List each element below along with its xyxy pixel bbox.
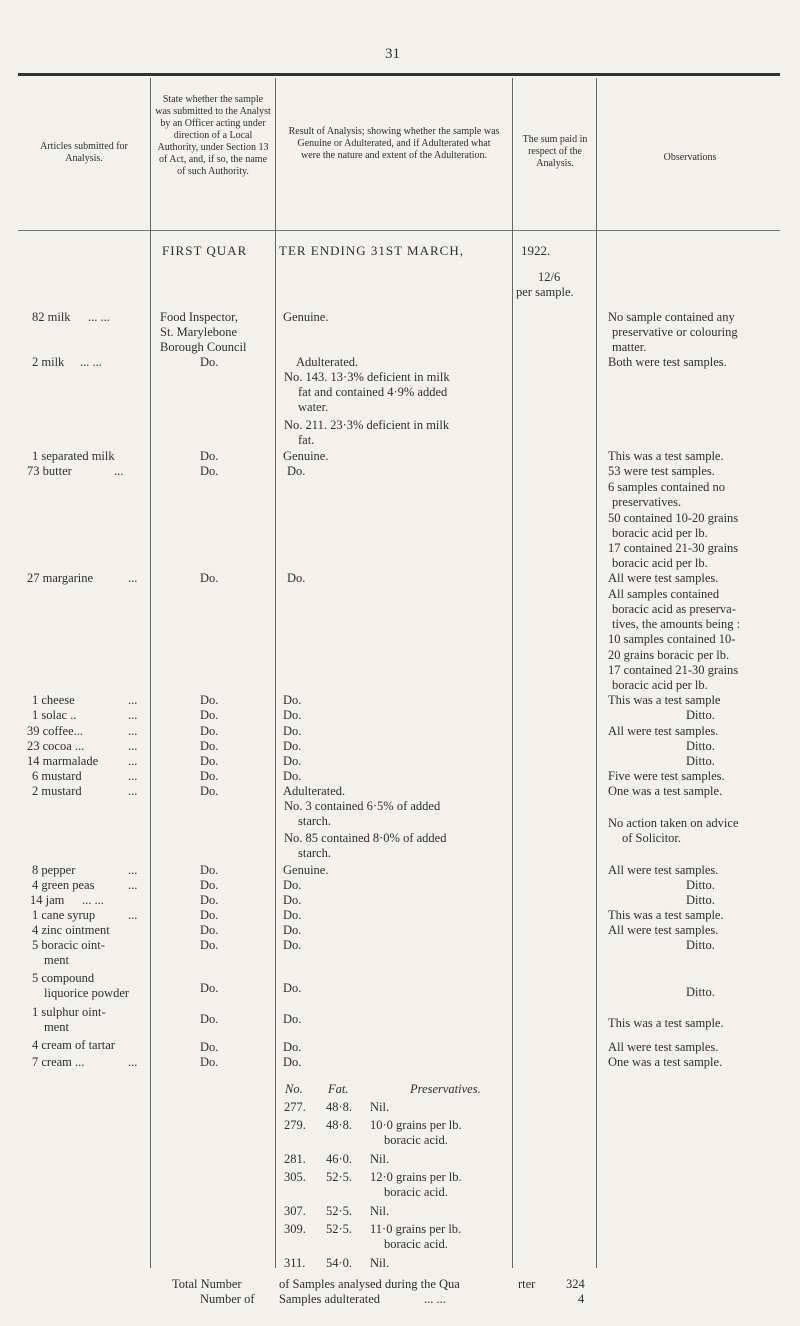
- header-observations: Observations: [663, 152, 717, 163]
- header-result: Result of Analysis; showing whether the sample was Genuine or Adulterated, and if Adulterated what were the nature and extent of the Adulteration.: [288, 126, 500, 161]
- observation: boracic acid as preserva-: [612, 602, 736, 616]
- header-rule: [18, 230, 780, 231]
- article-label: 2 mustard: [32, 784, 82, 798]
- cream-preservative: boracic acid.: [384, 1237, 448, 1251]
- leader-dots: ...: [128, 739, 138, 753]
- authority: Do.: [200, 739, 219, 753]
- result-detail: water.: [298, 400, 329, 414]
- article-label: 4 cream of tartar: [32, 1038, 115, 1052]
- result: Do.: [283, 981, 302, 995]
- observation: This was a test sample: [608, 693, 721, 707]
- authority: Do.: [200, 1055, 219, 1069]
- result: Do.: [283, 754, 302, 768]
- leader-dots: ...: [128, 1055, 138, 1069]
- result: Do.: [283, 923, 302, 937]
- observation: All were test samples.: [608, 571, 719, 585]
- article-label: 1 solac ..: [32, 708, 77, 722]
- observation: Ditto.: [686, 938, 715, 952]
- observation: 50 contained 10-20 grains: [608, 511, 739, 525]
- observation: 17 contained 21-30 grains: [608, 541, 739, 555]
- result: Do.: [283, 908, 302, 922]
- cream-preservative: Nil.: [370, 1152, 390, 1166]
- article-label: 14 marmalade: [27, 754, 99, 768]
- result: Do.: [283, 739, 302, 753]
- leader-dots: ...: [128, 571, 138, 585]
- cream-preservative: boracic acid.: [384, 1133, 448, 1147]
- observation: preservatives.: [612, 495, 682, 509]
- adulterated-label: Number of: [200, 1292, 255, 1306]
- authority: Do.: [200, 693, 219, 707]
- column-divider: [275, 78, 276, 1268]
- article-label: 2 milk: [32, 355, 65, 369]
- result: Do.: [287, 464, 306, 478]
- cream-no: 305.: [284, 1170, 306, 1184]
- article-label: 14 jam: [30, 893, 65, 907]
- authority: Do.: [200, 355, 219, 369]
- observation: All were test samples.: [608, 923, 719, 937]
- article-label: 6 mustard: [32, 769, 82, 783]
- cream-fat: 46·0.: [326, 1152, 353, 1166]
- leader-dots: ...: [128, 784, 138, 798]
- authority: Borough Council: [160, 340, 247, 354]
- header-state: State whether the sample was submitted to the Analyst by an Officer acting under direction of a Local Authority, under Section 13 of Act, and, if so, the name of such Authority.: [155, 94, 271, 177]
- observation: Ditto.: [686, 754, 715, 768]
- cream-fat: 52·5.: [326, 1222, 353, 1236]
- article-label: 1 separated milk: [32, 449, 115, 463]
- leader-dots: ... ...: [88, 310, 110, 324]
- cream-no: 279.: [284, 1118, 306, 1132]
- result: Do.: [283, 893, 302, 907]
- fee-line2: per sample.: [516, 285, 574, 299]
- cream-fat: 52·5.: [326, 1170, 353, 1184]
- observation: 53 were test samples.: [608, 464, 715, 478]
- authority: Do.: [200, 708, 219, 722]
- result: Genuine.: [283, 310, 329, 324]
- observation: of Solicitor.: [622, 831, 682, 845]
- authority: Do.: [200, 724, 219, 738]
- cream-col-no: No.: [285, 1082, 303, 1096]
- cream-preservative: Nil.: [370, 1100, 390, 1114]
- result-detail: fat.: [298, 433, 315, 447]
- observation: All were test samples.: [608, 724, 719, 738]
- result: Do.: [283, 724, 302, 738]
- observation: No sample contained any: [608, 310, 735, 324]
- column-divider: [512, 78, 513, 1268]
- observation: tives, the amounts being :: [612, 617, 741, 631]
- observation: 20 grains boracic per lb.: [608, 648, 730, 662]
- article-label: 5 boracic oint-: [32, 938, 105, 952]
- cream-col-preservatives: Preservatives.: [410, 1082, 481, 1096]
- quarter-title-b: TER ENDING 31ST MARCH,: [279, 243, 464, 258]
- cream-preservative: boracic acid.: [384, 1185, 448, 1199]
- article-label: ment: [44, 953, 69, 967]
- authority: Do.: [200, 754, 219, 768]
- page-number: 31: [385, 46, 400, 62]
- observation: Five were test samples.: [608, 769, 725, 783]
- article-label: 1 cane syrup: [32, 908, 96, 922]
- article-label: 4 green peas: [32, 878, 95, 892]
- result: Genuine.: [283, 863, 329, 877]
- authority: Do.: [200, 1040, 219, 1054]
- result-detail: No. 211. 23·3% deficient in milk: [284, 418, 450, 432]
- leader-dots: ...: [128, 693, 138, 707]
- authority: Do.: [200, 863, 219, 877]
- cream-fat: 48·8.: [326, 1100, 353, 1114]
- article-label: 39 coffee...: [27, 724, 83, 738]
- result-detail: fat and contained 4·9% added: [298, 385, 448, 399]
- observation: Ditto.: [686, 893, 715, 907]
- result: Do.: [287, 571, 306, 585]
- cream-preservative: 12·0 grains per lb.: [370, 1170, 462, 1184]
- cream-col-fat: Fat.: [328, 1082, 349, 1096]
- observation: boracic acid per lb.: [612, 526, 708, 540]
- article-label: 1 sulphur oint-: [32, 1005, 106, 1019]
- observation: All samples contained: [608, 587, 720, 601]
- observation: 10 samples contained 10-: [608, 632, 736, 646]
- observation: One was a test sample.: [608, 1055, 723, 1069]
- result: Do.: [283, 769, 302, 783]
- cream-fat: 54·0.: [326, 1256, 353, 1270]
- cream-preservative: 11·0 grains per lb.: [370, 1222, 462, 1236]
- cream-no: 307.: [284, 1204, 306, 1218]
- article-label: 8 pepper: [32, 863, 76, 877]
- result: Do.: [283, 1040, 302, 1054]
- observation: Ditto.: [686, 708, 715, 722]
- authority: Do.: [200, 908, 219, 922]
- authority: Do.: [200, 893, 219, 907]
- result: Do.: [283, 938, 302, 952]
- authority: Do.: [200, 784, 219, 798]
- cream-preservative: Nil.: [370, 1204, 390, 1218]
- observation: boracic acid per lb.: [612, 678, 708, 692]
- cream-no: 309.: [284, 1222, 306, 1236]
- authority: Do.: [200, 464, 219, 478]
- result: Do.: [283, 693, 302, 707]
- observation: 6 samples contained no: [608, 480, 725, 494]
- observation: This was a test sample.: [608, 1016, 724, 1030]
- column-divider: [596, 78, 597, 1268]
- result-detail: starch.: [298, 846, 331, 860]
- cream-preservative: Nil.: [370, 1256, 390, 1270]
- observation: All were test samples.: [608, 863, 719, 877]
- leader-dots: ... ...: [424, 1292, 446, 1306]
- result: Genuine.: [283, 449, 329, 463]
- authority: Do.: [200, 1012, 219, 1026]
- authority: Food Inspector,: [160, 310, 238, 324]
- observation: Ditto.: [686, 878, 715, 892]
- total-label: Total Number: [172, 1277, 242, 1291]
- authority: Do.: [200, 769, 219, 783]
- article-label: 1 cheese: [32, 693, 75, 707]
- result-detail: No. 85 contained 8·0% of added: [284, 831, 447, 845]
- cream-fat: 48·8.: [326, 1118, 353, 1132]
- adulterated-samples-value: 4: [578, 1292, 585, 1306]
- total-label: rter: [518, 1277, 536, 1291]
- authority: Do.: [200, 981, 219, 995]
- fee-line1: 12/6: [538, 270, 561, 284]
- observation: This was a test sample.: [608, 908, 724, 922]
- result-detail: No. 143. 13·3% deficient in milk: [284, 370, 450, 384]
- article-label: ment: [44, 1020, 69, 1034]
- observation: Ditto.: [686, 985, 715, 999]
- authority: Do.: [200, 449, 219, 463]
- cream-no: 311.: [284, 1256, 306, 1270]
- observation: Ditto.: [686, 739, 715, 753]
- article-label: 82 milk: [32, 310, 71, 324]
- result: Do.: [283, 1055, 302, 1069]
- result: Adulterated.: [283, 784, 346, 798]
- article-label: 7 cream ...: [32, 1055, 85, 1069]
- adulterated-label: Samples adulterated: [279, 1292, 381, 1306]
- quarter-title-a: FIRST QUAR: [162, 243, 248, 258]
- leader-dots: ...: [128, 754, 138, 768]
- leader-dots: ...: [128, 863, 138, 877]
- observation: matter.: [612, 340, 647, 354]
- observation: No action taken on advice: [608, 816, 739, 830]
- header-articles: Articles submitted for Analysis.: [40, 141, 128, 164]
- observation: boracic acid per lb.: [612, 556, 708, 570]
- observation: All were test samples.: [608, 1040, 719, 1054]
- observation: 17 contained 21-30 grains: [608, 663, 739, 677]
- top-rule: [18, 73, 780, 76]
- result: Do.: [283, 1012, 302, 1026]
- leader-dots: ...: [128, 724, 138, 738]
- result: Do.: [283, 708, 302, 722]
- observation: One was a test sample.: [608, 784, 723, 798]
- leader-dots: ... ...: [80, 355, 102, 369]
- header-sum: The sum paid in respect of the Analysis.: [522, 134, 588, 169]
- cream-fat: 52·5.: [326, 1204, 353, 1218]
- article-label: 4 zinc ointment: [32, 923, 110, 937]
- authority: Do.: [200, 923, 219, 937]
- leader-dots: ...: [128, 769, 138, 783]
- total-samples-value: 324: [566, 1277, 585, 1291]
- authority: St. Marylebone: [160, 325, 238, 339]
- observation: This was a test sample.: [608, 449, 724, 463]
- article-label: 23 cocoa ...: [27, 739, 85, 753]
- leader-dots: ... ...: [82, 893, 104, 907]
- article-label: 27 margarine: [27, 571, 94, 585]
- quarter-year: 1922.: [521, 243, 551, 258]
- leader-dots: ...: [114, 464, 124, 478]
- article-label: 73 butter: [27, 464, 72, 478]
- leader-dots: ...: [128, 908, 138, 922]
- authority: Do.: [200, 938, 219, 952]
- total-label: of Samples analysed during the Qua: [279, 1277, 460, 1291]
- observation: preservative or colouring: [612, 325, 738, 339]
- cream-preservative: 10·0 grains per lb.: [370, 1118, 462, 1132]
- authority: Do.: [200, 878, 219, 892]
- column-divider: [150, 78, 151, 1268]
- authority: Do.: [200, 571, 219, 585]
- leader-dots: ...: [128, 878, 138, 892]
- leader-dots: ...: [128, 708, 138, 722]
- article-label: liquorice powder: [44, 986, 130, 1000]
- article-label: 5 compound: [32, 971, 95, 985]
- cream-no: 277.: [284, 1100, 306, 1114]
- observation: Both were test samples.: [608, 355, 727, 369]
- result-detail: starch.: [298, 814, 331, 828]
- result: Adulterated.: [296, 355, 359, 369]
- cream-no: 281.: [284, 1152, 306, 1166]
- result-detail: No. 3 contained 6·5% of added: [284, 799, 441, 813]
- result: Do.: [283, 878, 302, 892]
